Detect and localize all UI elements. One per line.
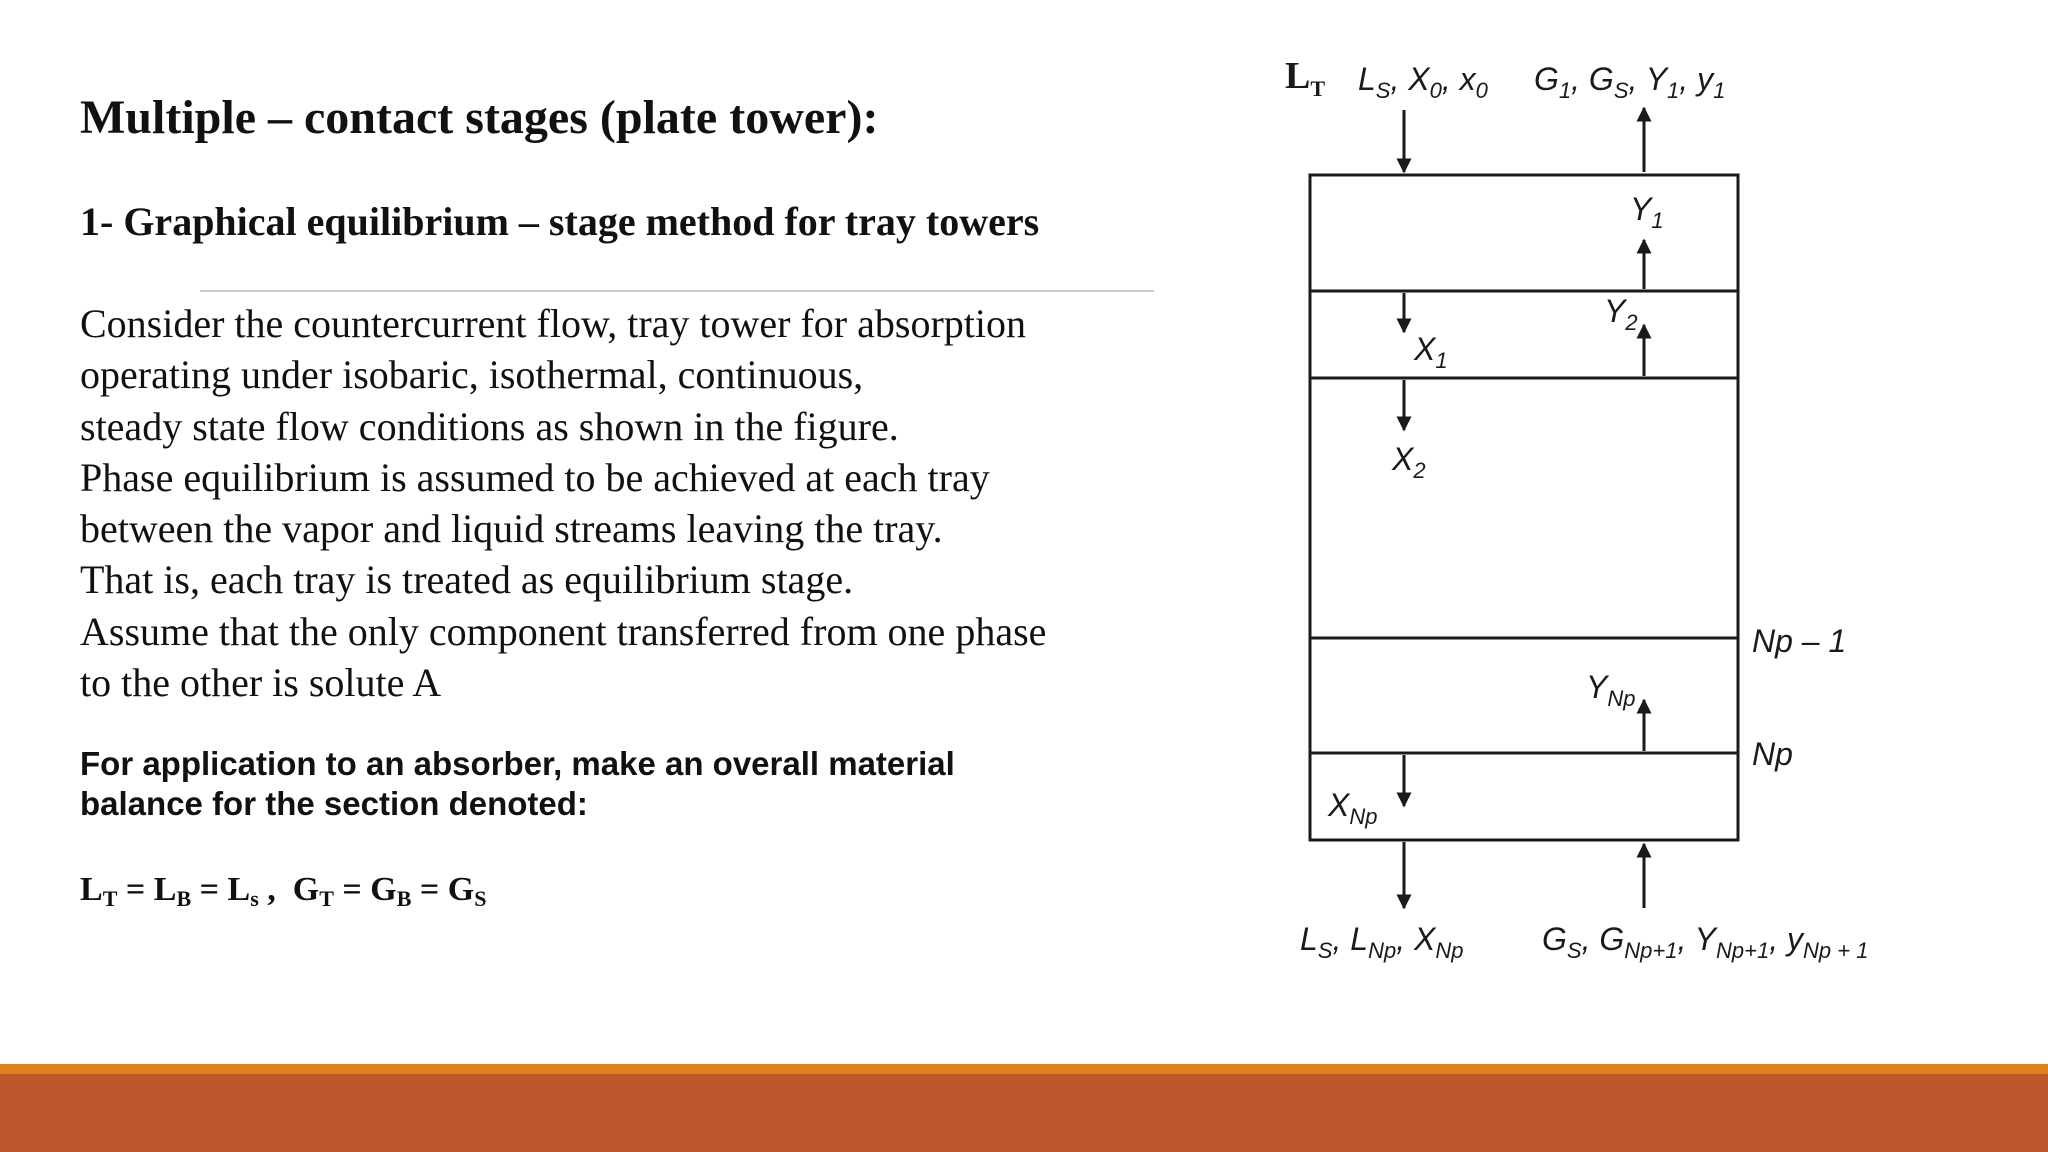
top-gas-out-label: $G_1$, $G_S$, $Y_1$, $y_1$ <box>1534 61 1726 103</box>
body-line: Phase equilibrium is assumed to be achieved at each tray <box>80 454 990 500</box>
body-line: Consider the countercurrent flow, tray tower for absorption <box>80 301 1026 346</box>
footer-bar <box>0 1074 2048 1152</box>
body-line: to the other is solute A <box>80 660 442 706</box>
np-label: Np <box>1752 736 1793 772</box>
slide-subtitle: 1- Graphical equilibrium – stage method for tray towers <box>80 199 1040 244</box>
note-line: balance for the section denoted: <box>80 785 588 822</box>
y1-label: $Y_1$ <box>1630 191 1664 233</box>
note-line: For application to an absorber, make an overall material <box>80 745 955 782</box>
bottom-gas-in-label: $G_S$, $G_{Np+1}$, $Y_{Np+1}$, $y_{Np + 1}$ <box>1542 921 1869 963</box>
footer-accent-stripe <box>0 1064 2048 1074</box>
slide-title: Multiple – contact stages (plate tower): <box>80 91 879 144</box>
tower-column <box>1310 175 1738 840</box>
x2-label: $X_2$ <box>1392 441 1426 483</box>
balance-equation: $L_T = L_B = L_s$ , $G_T = G_B = G_S$ <box>80 871 487 911</box>
body-line: Assume that the only component transferred from one phase <box>80 608 1047 654</box>
body-line: operating under isobaric, isothermal, continuous, <box>80 352 864 398</box>
body-line: steady state flow conditions as shown in the figure. <box>80 403 899 449</box>
top-liquid-in-label: $L_S$, $X_0$, $x_0$ <box>1358 61 1488 103</box>
body-line: That is, each tray is treated as equilibrium stage. <box>80 557 854 603</box>
bottom-liquid-out-label: $L_S$, $L_{Np}$, $X_{Np}$ <box>1300 921 1464 963</box>
ynp-label: $Y_{Np}$ <box>1586 669 1636 711</box>
xnp-label: $X_{Np}$ <box>1328 787 1378 829</box>
body-line: between the vapor and liquid streams leaving the tray. <box>80 506 943 552</box>
y2-label: $Y_2$ <box>1604 293 1638 335</box>
x1-label: $X_1$ <box>1414 331 1448 373</box>
np-minus-1-label: Np – 1 <box>1752 623 1847 659</box>
lt-label: $L_T$ <box>1285 55 1326 101</box>
